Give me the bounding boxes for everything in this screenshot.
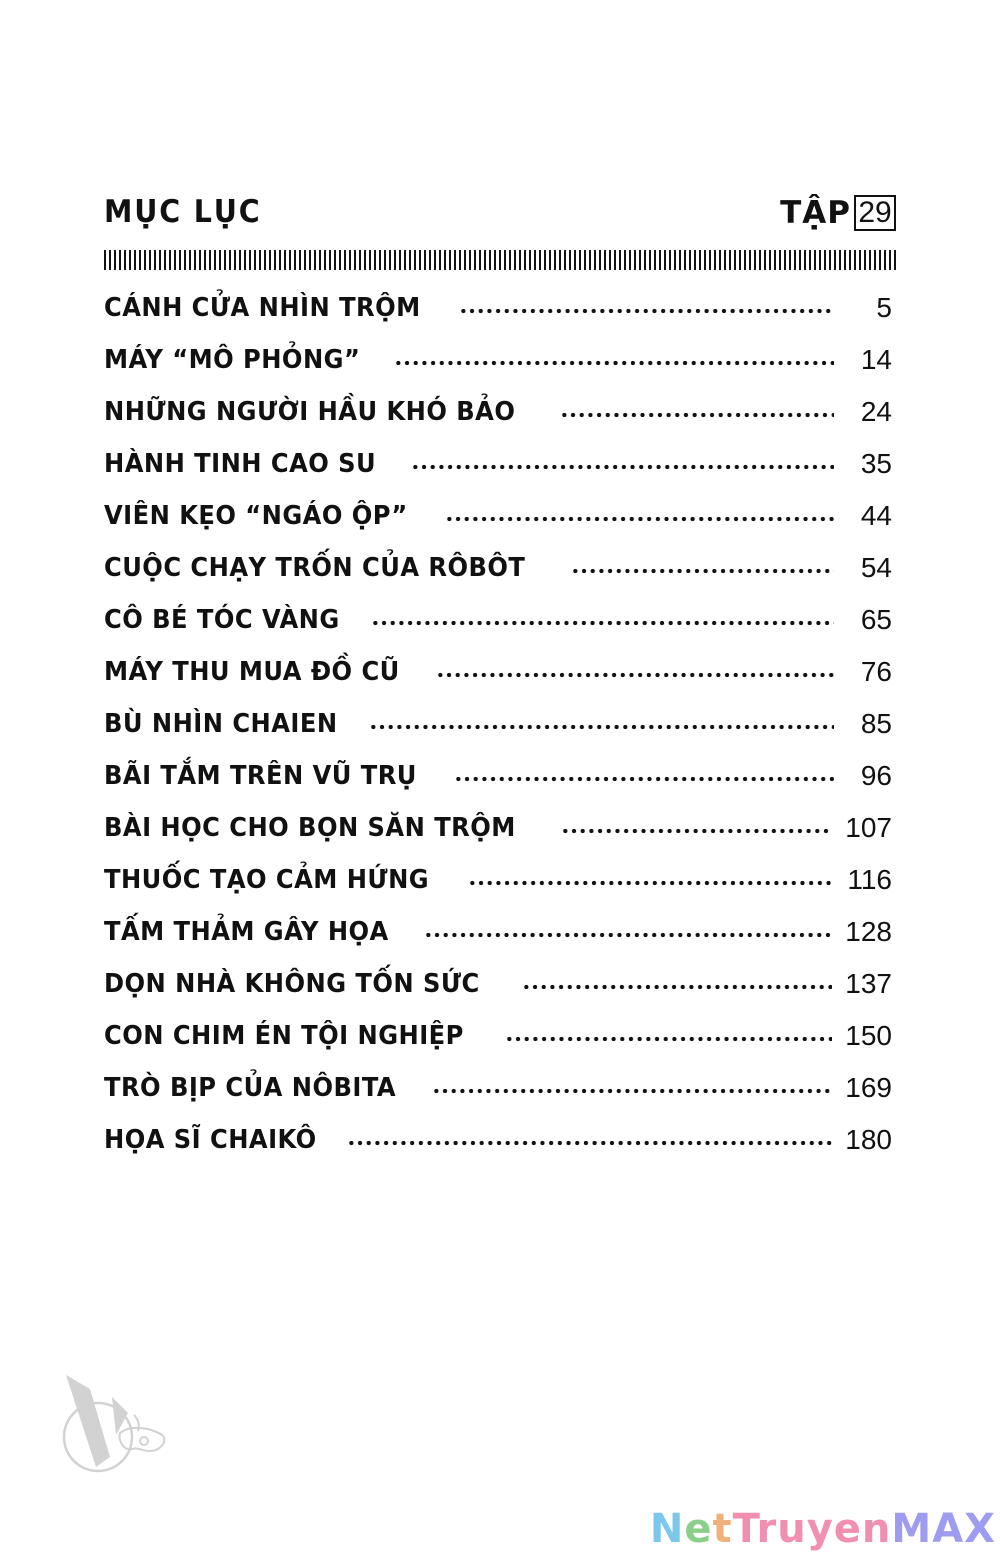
toc-entry[interactable] <box>104 750 892 802</box>
toc-entry[interactable] <box>104 1114 892 1166</box>
dot-leader <box>561 828 832 834</box>
toc-entry-title: HỌA SĨ CHAIKÔ <box>104 1125 317 1155</box>
watermark-part: Truyen <box>732 1506 892 1552</box>
dot-leader <box>394 360 834 366</box>
toc-entry-title: BÃI TẮM TRÊN VŨ TRỤ <box>104 761 417 791</box>
site-watermark <box>650 1506 996 1552</box>
toc-entry[interactable] <box>104 438 892 490</box>
volume-number-box: 29 <box>854 195 896 231</box>
toc-entry-title: BÀI HỌC CHO BỌN SĂN TRỘM <box>104 813 516 843</box>
toc-entry[interactable] <box>104 854 892 906</box>
toc-entry-title: DỌN NHÀ KHÔNG TỐN SỨC <box>104 969 480 999</box>
toc-entry-page: 5 <box>876 292 892 323</box>
dot-leader <box>445 516 834 522</box>
dot-leader <box>454 776 834 782</box>
toc-entry[interactable] <box>104 958 892 1010</box>
toc-entry-page: 54 <box>860 552 892 583</box>
dot-leader <box>424 932 832 938</box>
dot-leader <box>436 672 834 678</box>
toc-entry[interactable] <box>104 542 892 594</box>
watermark-part: e <box>684 1506 713 1552</box>
toc-entry-title: CÔ BÉ TÓC VÀNG <box>104 605 340 635</box>
toc-entry[interactable] <box>104 802 892 854</box>
dot-leader <box>571 568 834 574</box>
toc-entry-page: 180 <box>845 1124 892 1155</box>
toc-entry-title: CON CHIM ÉN TỘI NGHIỆP <box>104 1021 464 1051</box>
toc-entry-page: 107 <box>845 812 892 843</box>
dot-leader <box>432 1088 832 1094</box>
dot-leader <box>459 308 835 314</box>
toc-entry-title: VIÊN KẸO “NGÁO ỘP” <box>104 501 408 531</box>
volume-indicator <box>780 192 896 234</box>
toc-entry-page: 44 <box>860 500 892 531</box>
toc-entry[interactable] <box>104 334 892 386</box>
page-title: MỤC LỤC <box>104 194 262 230</box>
dot-leader <box>505 1036 832 1042</box>
dot-leader <box>411 464 834 470</box>
toc-entry-title: CÁNH CỬA NHÌN TRỘM <box>104 293 421 323</box>
dot-leader <box>560 412 834 418</box>
toc-entry-title: TẤM THẢM GÂY HỌA <box>104 917 389 947</box>
watermark-part: N <box>649 1506 685 1552</box>
toc-entry[interactable] <box>104 1010 892 1062</box>
dot-leader <box>522 984 832 990</box>
dot-leader <box>369 724 834 730</box>
dot-leader <box>347 1140 832 1146</box>
toc-entry-page: 137 <box>845 968 892 999</box>
toc-entry-title: MÁY THU MUA ĐỒ CŨ <box>104 657 400 687</box>
toc-entry-page: 85 <box>860 708 892 739</box>
toc-entry-page: 24 <box>860 396 892 427</box>
toc-entry-title: CUỘC CHẠY TRỐN CỦA RÔBÔT <box>104 553 526 583</box>
toc-entry[interactable] <box>104 698 892 750</box>
toc-entry-page: 14 <box>860 344 892 375</box>
toc-entry[interactable] <box>104 386 892 438</box>
toc-entry-title: HÀNH TINH CAO SU <box>104 449 377 479</box>
toc-entry-title: THUỐC TẠO CẢM HỨNG <box>104 865 430 895</box>
dot-leader <box>371 620 834 626</box>
toc-list <box>104 282 892 1166</box>
toc-entry[interactable] <box>104 490 892 542</box>
toc-entry[interactable] <box>104 646 892 698</box>
toc-entry-page: 169 <box>845 1072 892 1103</box>
toc-entry-title: MÁY “MÔ PHỎNG” <box>104 345 361 375</box>
volume-label: TẬP <box>780 195 851 231</box>
toc-entry-page: 150 <box>845 1020 892 1051</box>
toc-entry-title: BÙ NHÌN CHAIEN <box>104 709 338 739</box>
toc-entry-page: 65 <box>860 604 892 635</box>
header-divider <box>104 250 896 270</box>
toc-entry-page: 35 <box>860 448 892 479</box>
watermark-part: MAX <box>891 1506 996 1552</box>
toc-header <box>104 192 896 236</box>
toc-entry-title: NHỮNG NGƯỜI HẦU KHÓ BẢO <box>104 397 516 427</box>
toc-entry[interactable] <box>104 1062 892 1114</box>
dot-leader <box>468 880 832 886</box>
toc-entry-page: 128 <box>845 916 892 947</box>
publisher-logo-icon <box>58 1375 170 1475</box>
toc-entry-page: 96 <box>860 760 892 791</box>
watermark-part: t <box>712 1506 733 1552</box>
toc-entry[interactable] <box>104 282 892 334</box>
toc-entry-page: 76 <box>860 656 892 687</box>
toc-entry[interactable] <box>104 906 892 958</box>
toc-entry-page: 116 <box>847 864 892 895</box>
toc-entry[interactable] <box>104 594 892 646</box>
toc-entry-title: TRÒ BỊP CỦA NÔBITA <box>104 1073 397 1103</box>
